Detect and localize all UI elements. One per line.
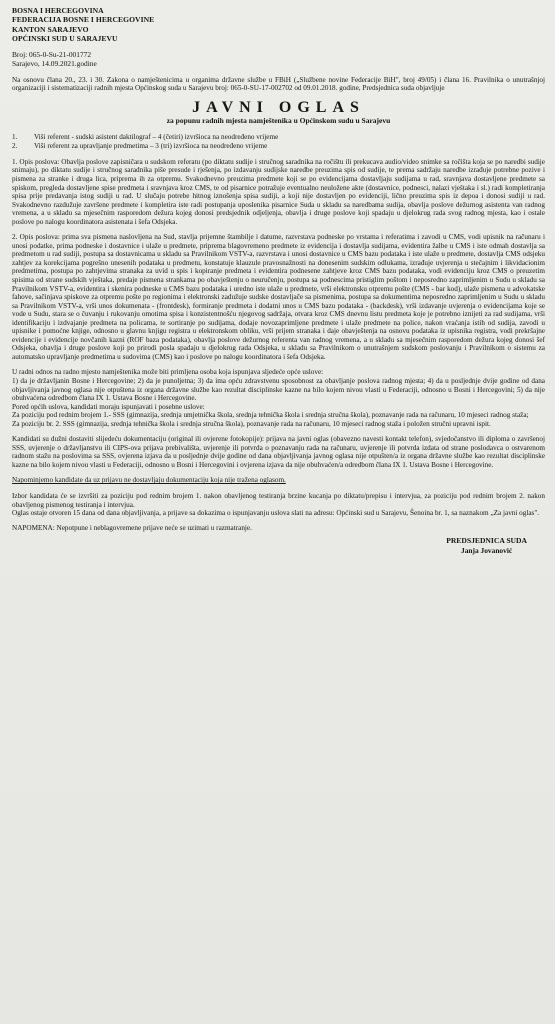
special-conditions-intro: Pored općih uslova, kandidati moraju ispunjavati i posebne uslove:	[12, 402, 205, 411]
general-conditions-list: 1) da je državljanin Bosne i Hercegovine; 2) da je punoljetna; 3) da ima opću zdravstvenu sposobnost za obavljanje poslova radnog mjesta; 4) da u posljednje dvije godine od dana objavljivanja javnog oglasa nije otpuštena iz organa državne službe kao rezultat disciplinske kazne na bilo kojem nivou vlasti u Federaciji, odnosno u Bosni i Hercegovini; 5) da nije obuhvaćena odredbom člana IX 1. Ustava Bosne i Hercegovine.	[12, 377, 545, 403]
required-documents-paragraph: Kandidati su dužni dostaviti slijedeću dokumentaciju (original ili ovjerene fotokopije): prijava na javni oglas (obavezno navesti kontakt telefon), svjedočanstvo ili diploma o završenoj SSS, uvjerenje o državljanstvu ili CIPS-ova prijava prebivališta, uvjerenje ili potvrda o poznavanju rada na računaru, uvjerenje ili potvrda izdata od strane poslodavca o ostvarenom radnom stažu na poslovima sa SSS, ovjerena izjava da u posljednje dvije godine od dana objavljivanja javnog oglasa nije otpušten/a iz organa državne službe kao rezultat disciplinske kazne na bilo kojem nivou vlasti u Federaciji, odnosno u Bosni i Hercegovini i ovjerena izjava da nije obuhvaćen/a odredbom člana IX 1. Ustava Bosne i Hercegovine.	[12, 435, 545, 469]
document-title: JAVNI OGLAS	[192, 98, 365, 116]
deadline-paragraph: Oglas ostaje otvoren 15 dana od dana objavljivanja, a prijave sa dokazima o ispunjavanju uslova slati na adresu: Općinski sud u Sarajevu, Šenoina br. 1, sa naznakom „Za javni oglas".	[12, 509, 540, 518]
position-number: 2.	[12, 141, 18, 150]
document-subtitle: za popunu radnih mjesta namještenika u Općinskom sudu u Sarajevu	[166, 115, 391, 125]
signature-role: PREDSJEDNICA SUDA	[446, 536, 527, 546]
job-description-2: 2. Opis poslova: prima sva pismena naslovljena na Sud, stavlja prijemne štambilje i datume, razvrstava podneske po vrstama i referatima i zavodi u CMS, vodi upisnik na računaru i unosi podatke, prima podneske i dostavnice i ulaže u predmete, priprema blagovremeno predmete iz evidencija i dostavlja sudijama, evidentira žalbe u CMS i iste odmah dostavlja sa predmetom u rad sudiji, postupa sa dostavnicama u skladu sa Pravilnikom VSTV-a, razvrstava i unosi dostavnice u CMS bazu podataka i iste ulaže u predmete, dostavlja CMS odsjeku zahtjev za korekcijama pogrešno unesenih podataka u predmetu, konstatuje klauzule pravosnažnosti na donesenim sudskim odlukama, izrađuje uvjerenja u stečajnim i likvidacionim predmetima, postupa po zahtjevima stranaka za uvid u spis i kopiranje predmeta i evidentira podnesene zahtjeve kroz CMS bazu podataka, vodi evidenciju kroz CMS o preuzetim spisima od strane sudskih vještaka, predaje pismena strankama po obavještenju o neuručenju, postupa sa podnescima pristiglim poštom i neposredno zaprimljenim u Sudu u skladu sa Pravilnikom VSTV-a, evidentira i skenira podneske u CMS bazu podataka i uredno iste ulaže u predmete, vrši elektronsku otpremu pošte (CMS - bar kod), ulaže pismena u advokatske fahove, sačinjava spiskove za otpremu pošte po regionima i elektronski zadužuje sudske dostavljače sa pismenima, postupa sa dokumentima neposredno zaprimljenim u Sudu u skladu sa Pravilnikom VSTV-a, vrši unos dokumenata - (frontdesk), formiranje predmeta i dodatni unos u CMS bazu podataka - (backdesk), vrši izdavanje uvjerenja o evidencijama koje se vode u Sudu, stara se o čuvanju i rukovanju omotima spisa i konzistentnošću njegovog sadržaja, otvara kroz CMS dnevnu listu predmeta koje je potrebno iznijeti za rad sudijama, vrši identifikaciju i izdvajanje predmeta na policama, te sortiranje po sudijama, dodaje novozaprimljene predmete i ulaže predmete na police, nakon vraćanja istih od sudija, zavodi u upisnike i pomoćne knjige, odnosno u glavnu knjigu registra u elektronskom obliku, vrši prijem stranaka i daje obavještenja na osnovu podataka iz upisnika registra, vodi prekršajne evidencije i evidencije novčanih kazni (ROF baza podataka), obavlja poslove dežurnog referenta van radnog vremena, a u skladu sa mjesečnim rasporedom dežura kojeg donosi šef Odsjeka, obavlja i druge poslove koji po prirodi posla spadaju u djelokrug rada Odsjeka, u skladu sa Pravilnikom o unutrašnjem sudskom poslovanju i Pravilnikom o sistemu za automatsko upravljanje predmetima u sudovima (CMS) kao i poslove po nalogu koordinatora i šefa Odsjeka.	[12, 233, 545, 361]
position-item	[12, 133, 545, 142]
selection-paragraph: Izbor kandidata će se izvršiti za poziciju pod rednim brojem 1. nakon obavljenog testiranja brzine kucanja po diktatu/prepisu i intervjua, za poziciju pod rednim brojem 2. nakon obavljenog pismenog testiranja i intervjua.	[12, 492, 545, 509]
position-text: Viši referent - sudski asistent daktilograf – 4 (četiri) izvršioca na neodređeno vrijeme	[34, 132, 279, 141]
signature-name: Janja Jovanović	[461, 545, 513, 555]
general-conditions-intro: U radni odnos na radno mjesto namještenika može biti primljena osoba koja ispunjava sljedeće opće uslove:	[12, 368, 324, 377]
position-item	[12, 142, 545, 151]
documentation-notice: Napominjemo kandidate da uz prijavu ne dostavljaju dokumentaciju koja nije tražena oglasom.	[12, 476, 286, 485]
special-conditions-position-1: Za poziciju pod rednim brojem 1.- SSS (gimnazija, srednja umjetnička škola, srednja tehnička škola i srednja stručna škola), poznavanje rada na računaru, 10 mjeseci radnog staža;	[12, 411, 529, 420]
header-federation: FEDERACIJA BOSNE I HERCEGOVINE	[12, 15, 155, 25]
final-note: NAPOMENA: Nepotpune i neblagovremene prijave neće se uzimati u razmatranje.	[12, 523, 252, 532]
position-text: Viši referent za upravljanje predmetima – 3 (tri) izvršioca na neodređeno vrijeme	[34, 141, 268, 150]
header-canton: KANTON SARAJEVO	[12, 24, 89, 34]
header-court: OPĆINSKI SUD U SARAJEVU	[12, 33, 118, 43]
legal-basis-paragraph: Na osnovu člana 20., 23. i 30. Zakona o namještenicima u organima državne službe u FBiH („Službene novine Federacije BiH", broj 49/05) i člana 16. Pravilnika o unutrašnjoj organizaciji i sistematizaciji radnih mjesta Općinskog suda u Sarajevu broj: 065-0-SU-17-002702 od 09.01.2018. godine, Predsjednica suda objavljuje	[12, 75, 545, 93]
institution-header	[12, 6, 545, 43]
positions-list	[12, 133, 545, 151]
header-country: BOSNA I HERCEGOVINA	[12, 6, 104, 15]
special-conditions-position-2: Za poziciju br. 2. SSS (gimnazija, srednja tehnička škola i srednja stručna škola), poznavanje rada na računaru, 10 mjeseci radnog staža i položen stručni upravni ispit.	[12, 419, 491, 428]
signature-block	[12, 536, 545, 555]
reference-number: Broj: 065-0-Su-21-001772	[12, 50, 92, 60]
position-number: 1.	[12, 132, 18, 141]
document-date: Sarajevo, 14.09.2021.godine	[12, 59, 97, 69]
job-description-1: 1. Opis poslova: Obavlja poslove zapisničara u sudskom referatu (po diktatu sudije i stručnog saradnika na ročištu ili prekucava audio/video snimke sa ročišta koja se po naredbi sudije snimaju), po diktatu sudije i stručnog saradnika piše presude i rješenja, po izdavanju sudijske naredbe preuzima spis od sudije, te prema sadržaju naredbe izrađuje potrebne pozive i pismena za stranke i druga lica, priprema ih za otpremu. Svakodnevno preuzima predmete koji se po evidencijama dostavljaju sudijama u rad, sravnjava dostavljene predmete sa spiskom, pregleda dostavljene spise predmeta i sravnjava kroz CMS, te od pisarnice potražuje eventualno neuložene akte (dostavnice, podnesci, nalazi vještaka i sl.) radi kompletiranja spisa prije predavanja istog sudiji u rad. U slučaju potrebe hitnog iznošenja spisa sudiji, a koji nije dostavljen po evidenciji, lično preuzima spis iz depoa i donosi sudiji u rad. Svakodnevno razdužuje završene predmete i kompletira iste radi postupanja uposlenika pisarnice Suda u skladu sa naredbama sudija, obavlja poslove dežurnog asistenta van radnog vremena, a u skladu sa mjesečnim rasporedom dežura kojeg donosi predsjednik odjeljenja, obavlja i druge poslove koji spadaju u djelokrug rada svog radnog mjesta, kao i ostale poslove po nalogu koordinatora asistenata i šefa Odsjeka.	[12, 157, 545, 226]
document-meta	[12, 50, 545, 69]
